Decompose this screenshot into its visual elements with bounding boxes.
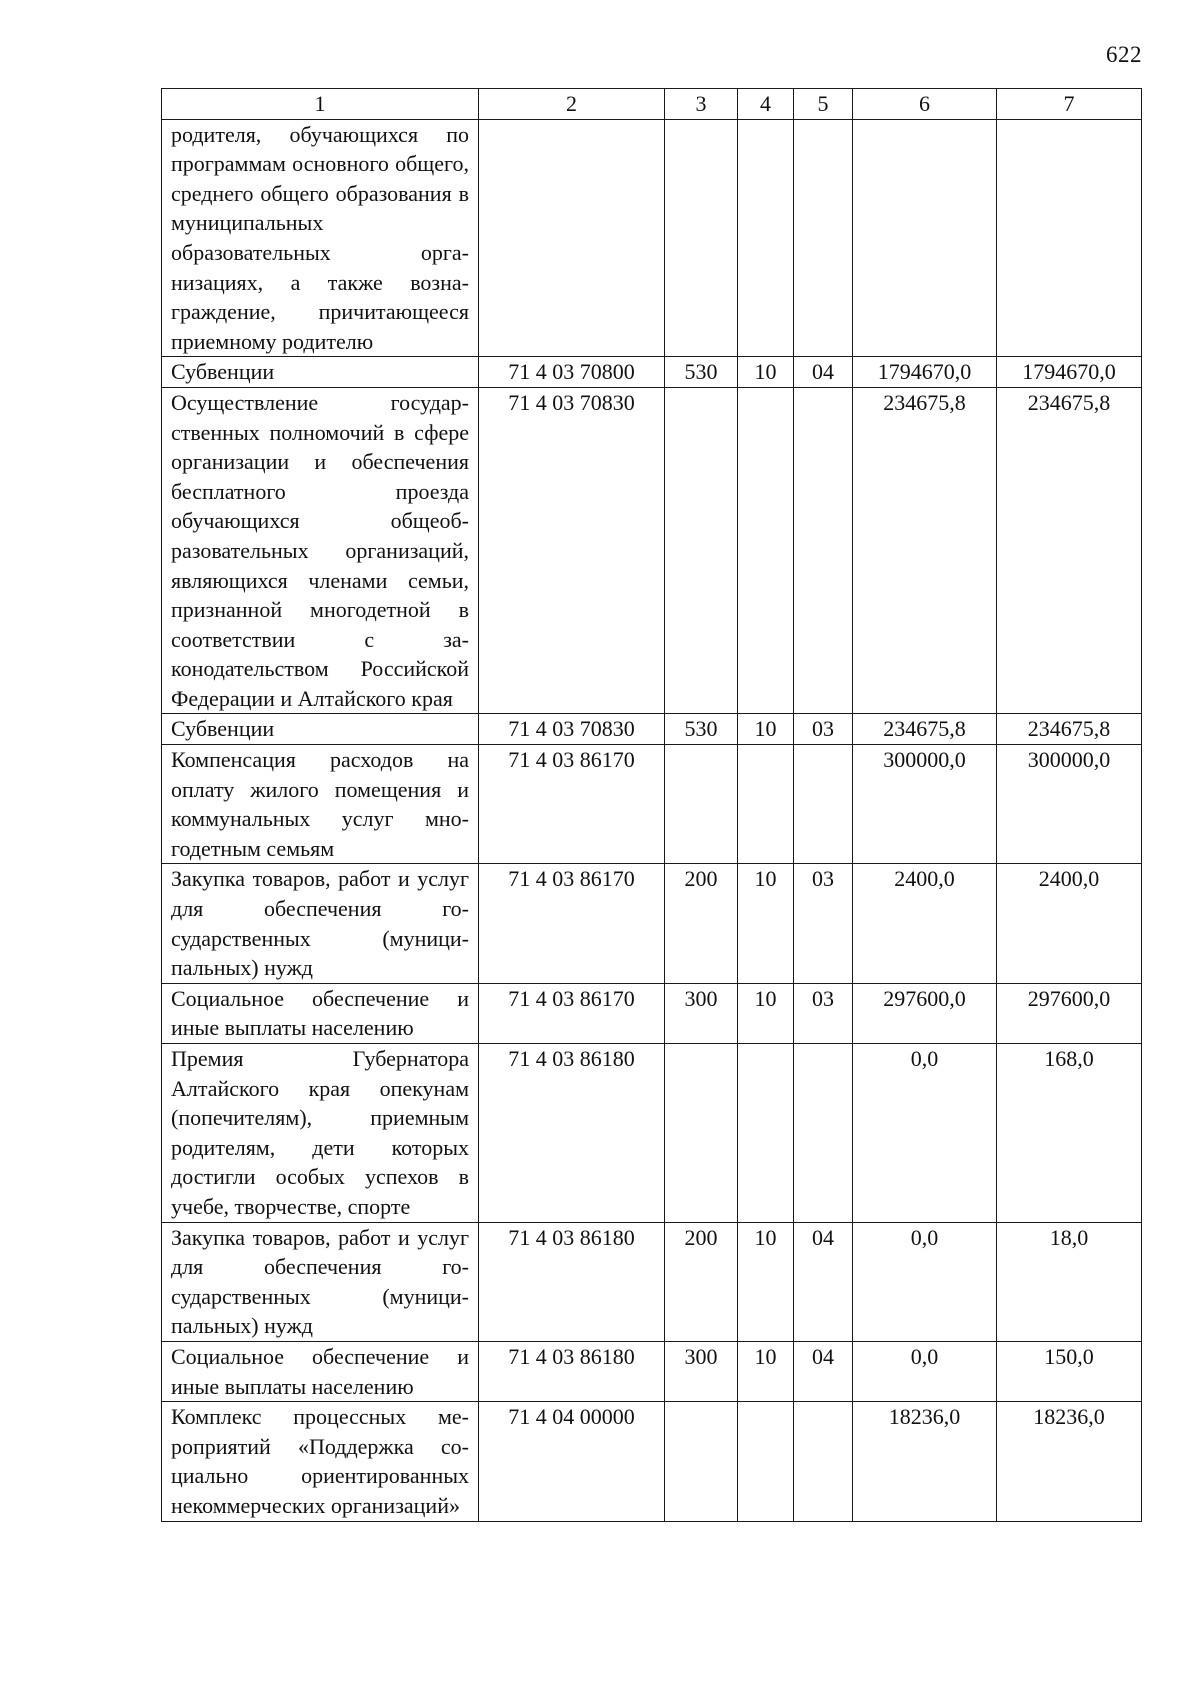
- table-row: [162, 1341, 1142, 1401]
- target-article-code-cell: 71 4 03 86170: [479, 983, 665, 1043]
- amount-col6-cell: 297600,0: [853, 983, 997, 1043]
- target-article-code-cell: 71 4 03 86180: [479, 1222, 665, 1341]
- expense-type-cell: [665, 1402, 738, 1521]
- row-name-cell: Субвенции: [162, 357, 479, 388]
- amount-col6-cell: 1794670,0: [853, 357, 997, 388]
- table-row: [162, 1044, 1142, 1223]
- expense-type-cell: 200: [665, 1222, 738, 1341]
- amount-col7-cell: 18236,0: [997, 1402, 1142, 1521]
- section-cell: 10: [738, 864, 794, 983]
- column-header-3: 3: [665, 89, 738, 120]
- table-header: [162, 89, 1142, 120]
- target-article-code-cell: 71 4 03 86180: [479, 1341, 665, 1401]
- subsection-cell: 04: [794, 1222, 853, 1341]
- section-cell: 10: [738, 983, 794, 1043]
- table-row: [162, 714, 1142, 745]
- column-header-7: 7: [997, 89, 1142, 120]
- budget-table: [161, 88, 1142, 1522]
- row-name-cell: Премия Губернатора Алтайского края опекунам (попечителям), приемным родителям, дети которых достигли особых успехов в учебе, творчестве, спорте: [162, 1044, 479, 1223]
- section-cell: [738, 1402, 794, 1521]
- table-row: [162, 983, 1142, 1043]
- subsection-cell: [794, 1044, 853, 1223]
- section-cell: [738, 745, 794, 864]
- row-name-cell: Закупка товаров, работ и услуг для обеспечения государственных (муниципальных) нужд: [162, 864, 479, 983]
- table-row: [162, 119, 1142, 357]
- subsection-cell: [794, 745, 853, 864]
- target-article-code-cell: 71 4 03 70830: [479, 387, 665, 714]
- expense-type-cell: 530: [665, 357, 738, 388]
- expense-type-cell: 300: [665, 983, 738, 1043]
- amount-col6-cell: 0,0: [853, 1341, 997, 1401]
- subsection-cell: 04: [794, 357, 853, 388]
- expense-type-cell: 300: [665, 1341, 738, 1401]
- amount-col7-cell: [997, 119, 1142, 357]
- amount-col7-cell: 234675,8: [997, 714, 1142, 745]
- amount-col6-cell: 234675,8: [853, 714, 997, 745]
- expense-type-cell: [665, 1044, 738, 1223]
- row-name-cell: Компенсация расходов на оплату жилого помещения и коммунальных услуг многодетным семьям: [162, 745, 479, 864]
- section-cell: [738, 387, 794, 714]
- column-header-6: 6: [853, 89, 997, 120]
- amount-col6-cell: 18236,0: [853, 1402, 997, 1521]
- column-header-2: 2: [479, 89, 665, 120]
- column-header-5: 5: [794, 89, 853, 120]
- target-article-code-cell: 71 4 03 86170: [479, 745, 665, 864]
- section-cell: 10: [738, 1222, 794, 1341]
- subsection-cell: [794, 1402, 853, 1521]
- subsection-cell: 03: [794, 864, 853, 983]
- target-article-code-cell: 71 4 03 86170: [479, 864, 665, 983]
- expense-type-cell: [665, 745, 738, 864]
- subsection-cell: [794, 387, 853, 714]
- table-row: [162, 745, 1142, 864]
- table-row: [162, 1222, 1142, 1341]
- column-header-4: 4: [738, 89, 794, 120]
- section-cell: 10: [738, 357, 794, 388]
- target-article-code-cell: [479, 119, 665, 357]
- table-row: [162, 864, 1142, 983]
- expense-type-cell: 530: [665, 714, 738, 745]
- subsection-cell: [794, 119, 853, 357]
- subsection-cell: 03: [794, 983, 853, 1043]
- page-number: 622: [1106, 42, 1142, 67]
- amount-col7-cell: 234675,8: [997, 387, 1142, 714]
- target-article-code-cell: 71 4 03 70830: [479, 714, 665, 745]
- section-cell: [738, 1044, 794, 1223]
- row-name-cell: Осуществление государственных полномочий в сфере организации и обеспечения бесплатного проезда обучающихся общеобразовательных организаций, являющихся членами семьи, признанной многодетной в соответствии с законодательством Российской Федерации и Алтайского края: [162, 387, 479, 714]
- column-header-1: 1: [162, 89, 479, 120]
- amount-col7-cell: 297600,0: [997, 983, 1142, 1043]
- table-row: [162, 387, 1142, 714]
- row-name-cell: Социальное обеспечение и иные выплаты населению: [162, 1341, 479, 1401]
- expense-type-cell: [665, 119, 738, 357]
- amount-col6-cell: 0,0: [853, 1222, 997, 1341]
- amount-col6-cell: 0,0: [853, 1044, 997, 1223]
- expense-type-cell: 200: [665, 864, 738, 983]
- target-article-code-cell: 71 4 04 00000: [479, 1402, 665, 1521]
- expense-type-cell: [665, 387, 738, 714]
- amount-col7-cell: 168,0: [997, 1044, 1142, 1223]
- subsection-cell: 04: [794, 1341, 853, 1401]
- amount-col6-cell: 234675,8: [853, 387, 997, 714]
- section-cell: 10: [738, 1341, 794, 1401]
- section-cell: 10: [738, 714, 794, 745]
- row-name-cell: Комплекс процессных мероприятий «Поддержка социально ориентированных некоммерческих организаций»: [162, 1402, 479, 1521]
- target-article-code-cell: 71 4 03 70800: [479, 357, 665, 388]
- row-name-cell: Социальное обеспечение и иные выплаты населению: [162, 983, 479, 1043]
- section-cell: [738, 119, 794, 357]
- row-name-cell: Закупка товаров, работ и услуг для обеспечения государственных (муниципальных) нужд: [162, 1222, 479, 1341]
- table-body: [162, 119, 1142, 1521]
- table-row: [162, 1402, 1142, 1521]
- subsection-cell: 03: [794, 714, 853, 745]
- table-row: [162, 357, 1142, 388]
- amount-col7-cell: 300000,0: [997, 745, 1142, 864]
- amount-col6-cell: 2400,0: [853, 864, 997, 983]
- row-name-cell: родителя, обучающихся по программам основного общего, среднего общего образования в муниципальных образовательных организациях, а также вознаграждение, причитающееся приемному родителю: [162, 119, 479, 357]
- amount-col7-cell: 150,0: [997, 1341, 1142, 1401]
- amount-col6-cell: 300000,0: [853, 745, 997, 864]
- target-article-code-cell: 71 4 03 86180: [479, 1044, 665, 1223]
- amount-col6-cell: [853, 119, 997, 357]
- amount-col7-cell: 2400,0: [997, 864, 1142, 983]
- row-name-cell: Субвенции: [162, 714, 479, 745]
- amount-col7-cell: 1794670,0: [997, 357, 1142, 388]
- amount-col7-cell: 18,0: [997, 1222, 1142, 1341]
